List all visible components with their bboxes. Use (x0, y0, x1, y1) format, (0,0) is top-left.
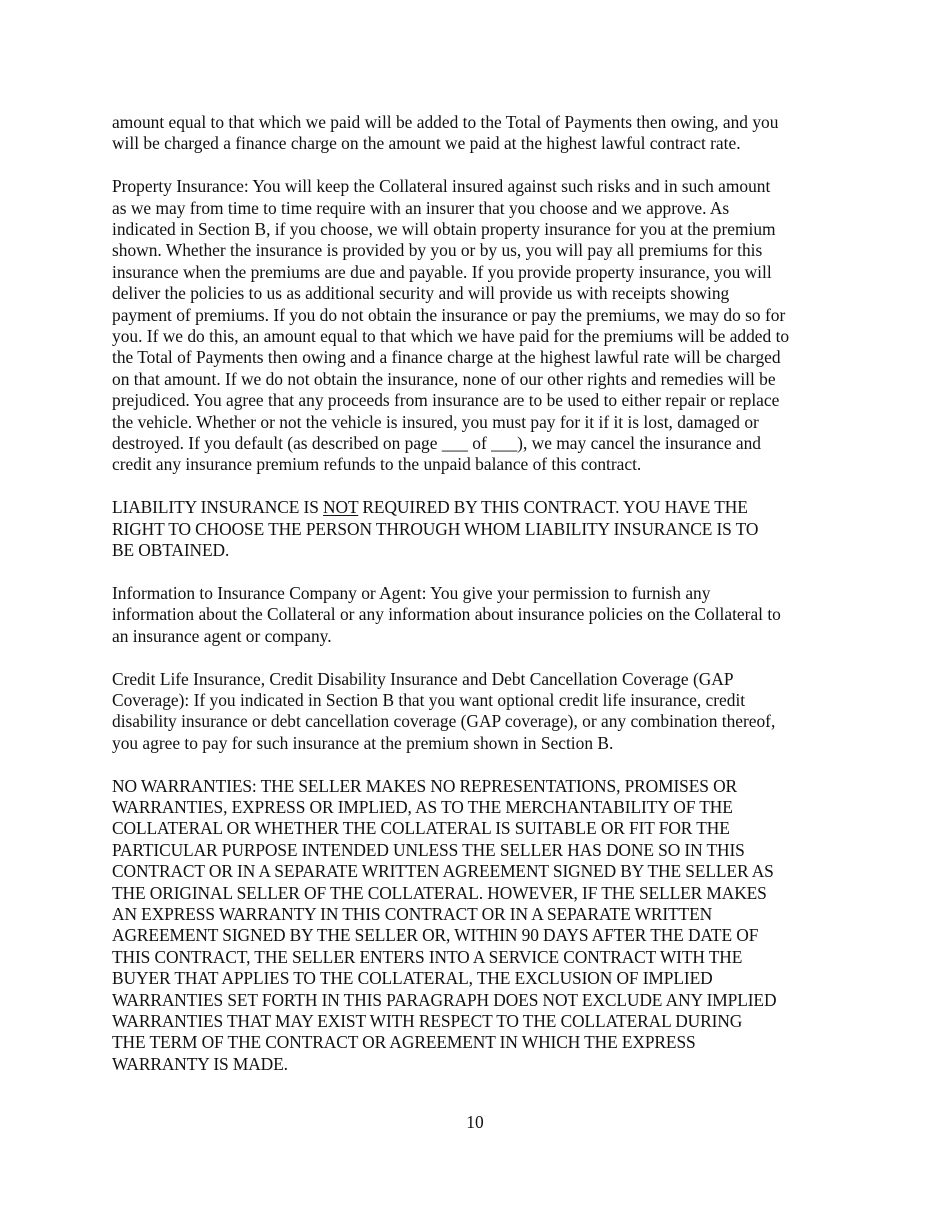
page-number: 10 (466, 1112, 484, 1132)
property-insurance-paragraph: Property Insurance: You will keep the Collateral insured against such risks and in such amount as we may from time to time require with an insurer that you choose and we approve. As indicated in Section B, if you choose, we will obtain property insurance for you at the premium shown. Whether the insurance is provided by you or by us, you will pay all premiums for this insurance when the premiums are due and payable. If you provide property insurance, you will deliver the policies to us as additional security and will provide us with receipts showing payment of premiums. If you do not obtain the insurance or pay the premiums, we may do so for you. If we do this, an amount equal to that which we have paid for the premiums will be added to the Total of Payments then owing and a finance charge at the highest lawful rate will be charged on that amount. If we do not obtain the insurance, none of our other rights and remedies will be prejudiced. You agree that any proceeds from insurance are to be used to either repair or replace the vehicle. Whether or not the vehicle is insured, you must pay for it if it is lost, damaged or destroyed. If you default (as described on page ___ of ___), we may cancel the insurance and credit any insurance premium refunds to the unpaid balance of this contract. (112, 176, 790, 475)
information-paragraph: Information to Insurance Company or Agent: You give your permission to furnish any information about the Collateral or any information about insurance policies on the Collateral to an insurance agent or company. (112, 582, 781, 646)
liability-insurance-paragraph (112, 497, 842, 561)
credit-life-paragraph: Credit Life Insurance, Credit Disability Insurance and Debt Cancellation Coverage (GAP Coverage): If you indicated in Section B that you want optional credit life insurance, credit disability insurance or debt cancellation coverage (GAP coverage), or any combination thereof, you agree to pay for such insurance at the premium shown in Section B. (112, 668, 776, 753)
liability-not-underlined: NOT (323, 497, 359, 518)
continuation-paragraph: amount equal to that which we paid will be added to the Total of Payments then owing, and you will be charged a finance charge on the amount we paid at the highest lawful contract rate. (112, 112, 779, 154)
liability-text-end: REQUIRED BY THIS CONTRACT. YOU HAVE THE RIGHT TO CHOOSE THE PERSON THROUGH WHOM LIABILITY INSURANCE IS TO BE OBTAINED. (112, 497, 759, 561)
document-page (112, 112, 842, 1097)
no-warranties-paragraph: NO WARRANTIES: THE SELLER MAKES NO REPRESENTATIONS, PROMISES OR WARRANTIES, EXPRESS OR IMPLIED, AS TO THE MERCHANTABILITY OF THE COLLATERAL OR WHETHER THE COLLATERAL IS SUITABLE OR FIT FOR THE PARTICULAR PURPOSE INTENDED UNLESS THE SELLER HAS DONE SO IN THIS CONTRACT OR IN A SEPARATE WRITTEN AGREEMENT SIGNED BY THE SELLER AS THE ORIGINAL SELLER OF THE COLLATERAL. HOWEVER, IF THE SELLER MAKES AN EXPRESS WARRANTY IN THIS CONTRACT OR IN A SEPARATE WRITTEN AGREEMENT SIGNED BY THE SELLER OR, WITHIN 90 DAYS AFTER THE DATE OF THIS CONTRACT, THE SELLER ENTERS INTO A SERVICE CONTRACT WITH THE BUYER THAT APPLIES TO THE COLLATERAL, THE EXCLUSION OF IMPLIED WARRANTIES SET FORTH IN THIS PARAGRAPH DOES NOT EXCLUDE ANY IMPLIED WARRANTIES THAT MAY EXIST WITH RESPECT TO THE COLLATERAL DURING THE TERM OF THE CONTRACT OR AGREEMENT IN WHICH THE EXPRESS WARRANTY IS MADE. (112, 775, 777, 1074)
liability-text-start: LIABILITY INSURANCE IS (112, 497, 324, 518)
